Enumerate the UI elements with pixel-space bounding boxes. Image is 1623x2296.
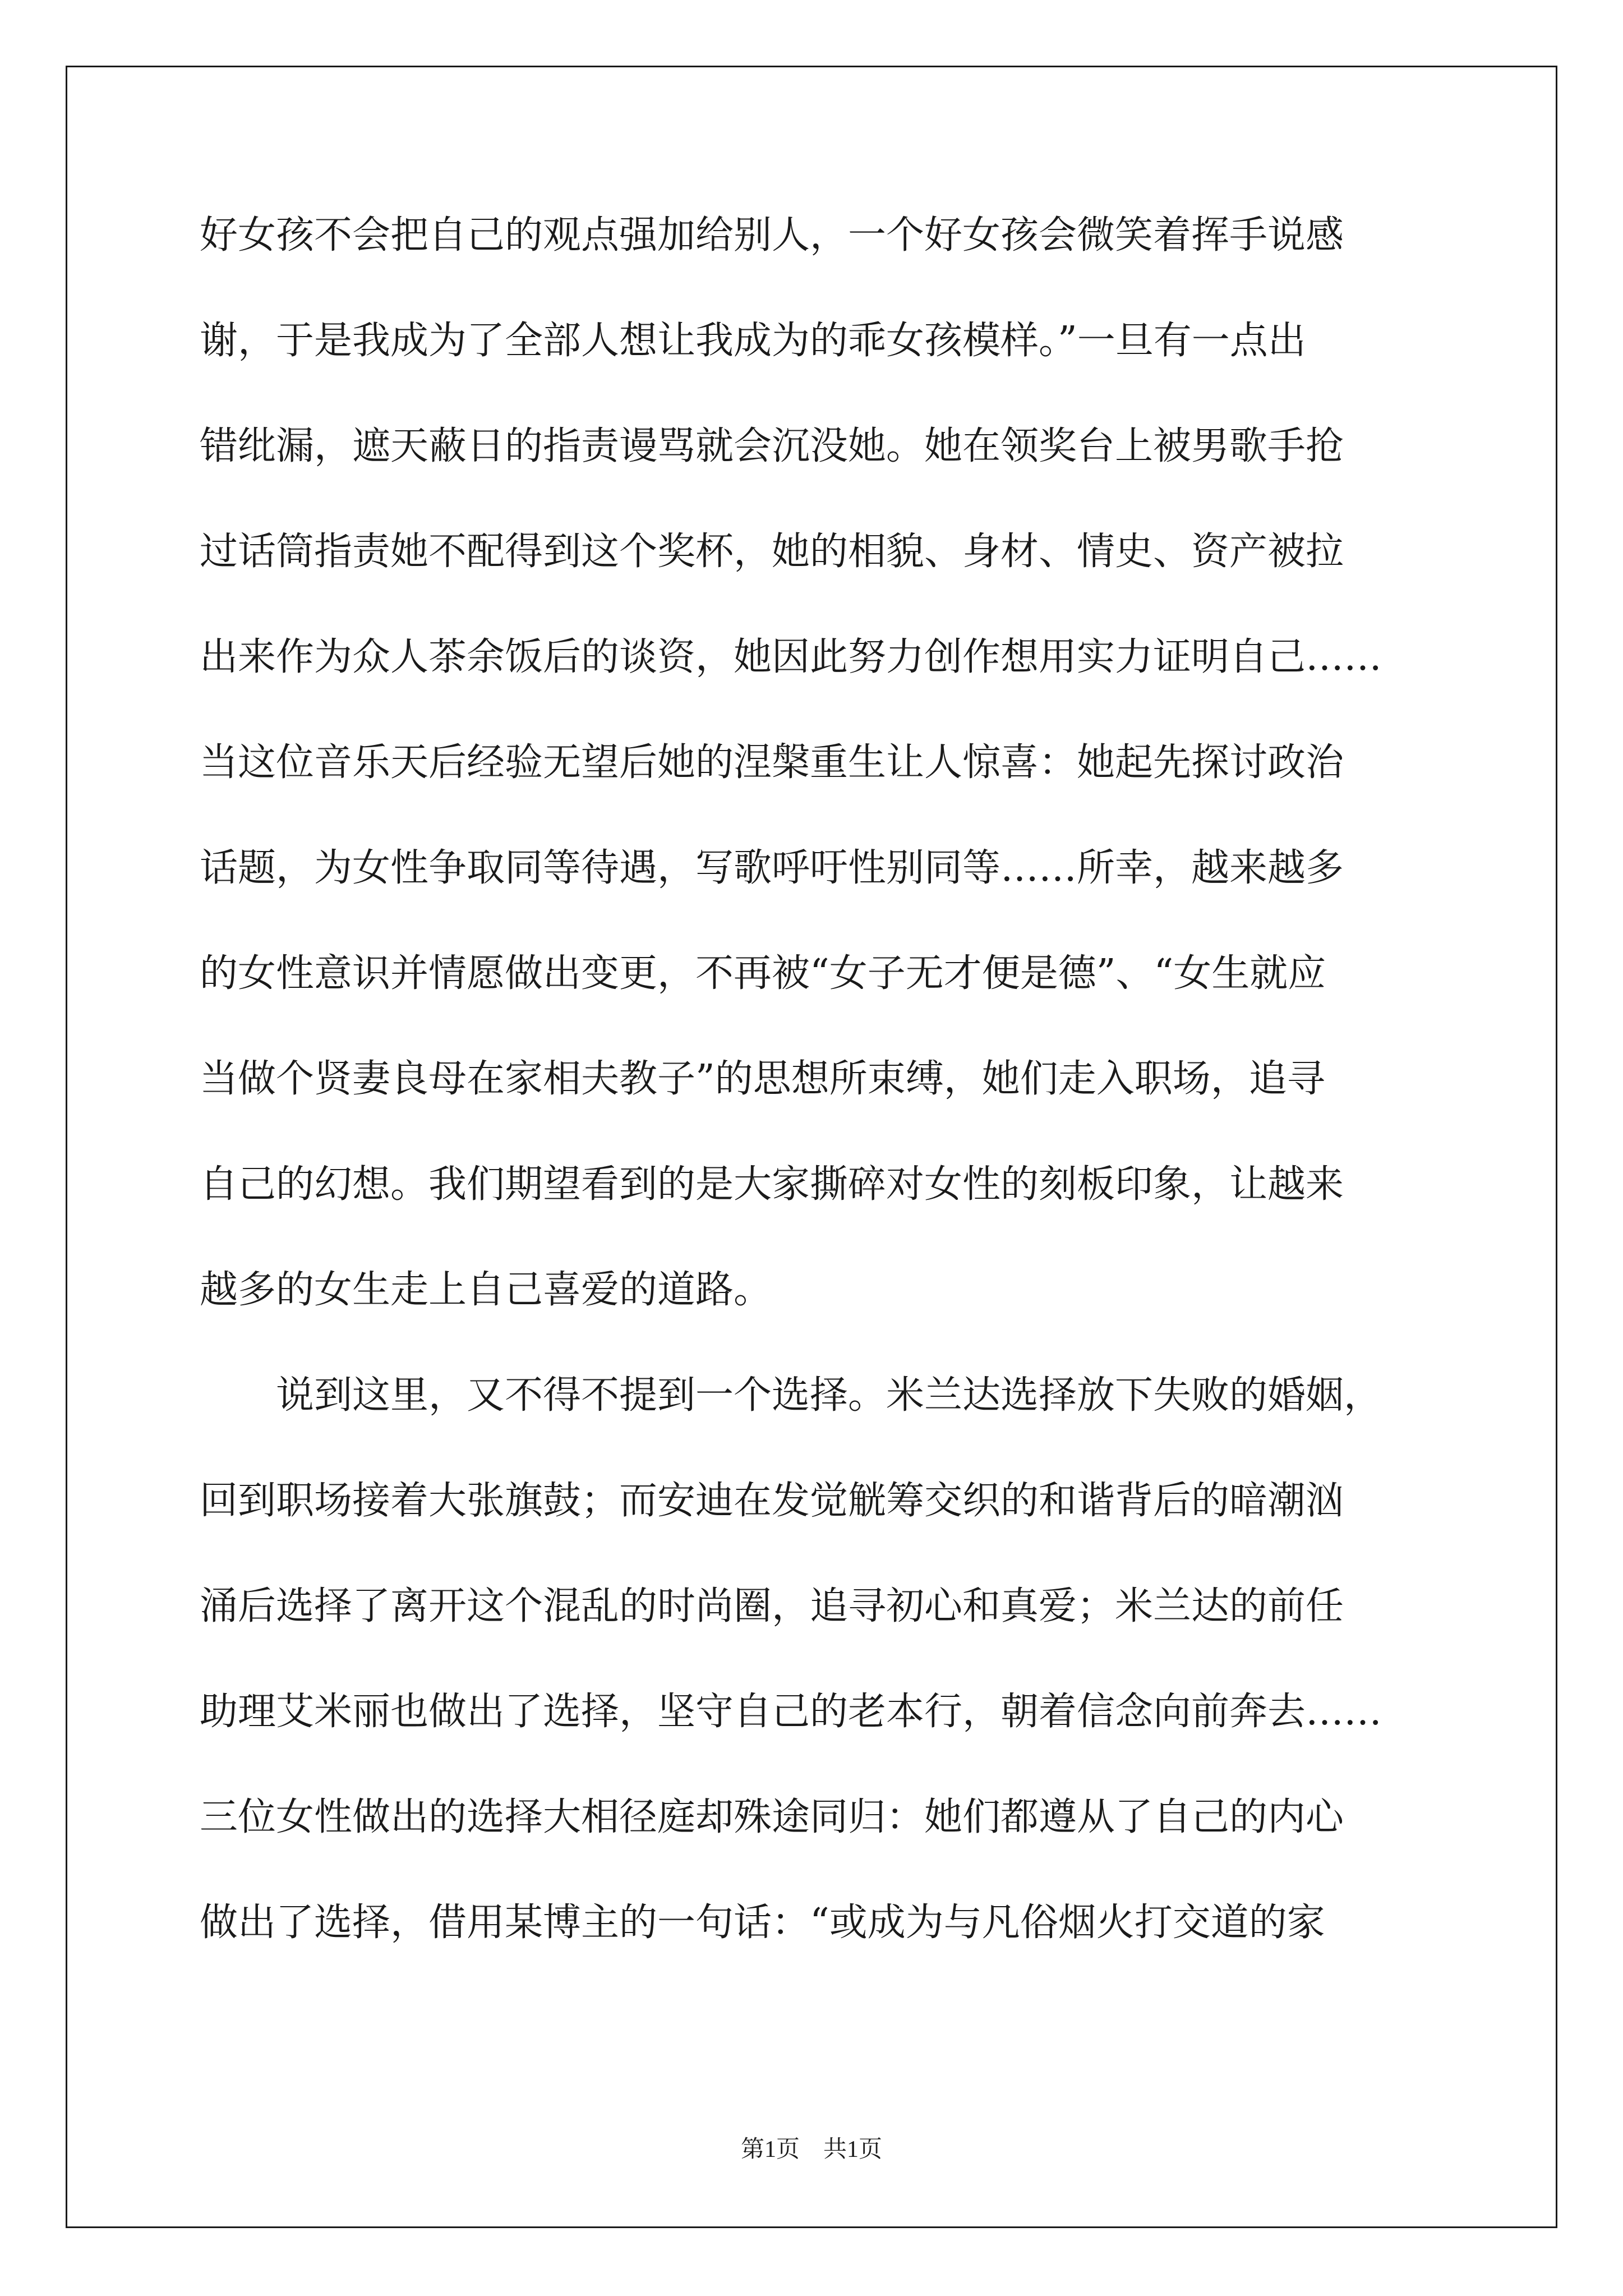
text-line: 回到职场接着大张旗鼓；而安迪在发觉觥筹交织的和谐背后的暗潮汹 [200,1479,1344,1523]
text-line: 过话筒指责她不配得到这个奖杯，她的相貌、身材、情史、资产被拉 [200,530,1344,574]
text-line: 好女孩不会把自己的观点强加给别人，一个好女孩会微笑着挥手说感 [200,213,1344,257]
text-line: 错纰漏，遮天蔽日的指责谩骂就会沉没她。她在领奖台上被男歌手抢 [200,424,1344,468]
body-text [200,202,1428,1995]
text-line: 三位女性做出的选择大相径庭却殊途同归：她们都遵从了自己的内心 [200,1795,1344,1839]
page-number-footer: 第1页 共1页 [740,2137,882,2162]
text-line: 的女性意识并情愿做出变更，不再被“女子无才便是德”、“女生就应 [200,951,1326,996]
text-line: 当做个贤妻良母在家相夫教子”的思想所束缚，她们走入职场，追寻 [200,1057,1325,1101]
text-line: 话题，为女性争取同等待遇，写歌呼吁性别同等……所幸，越来越多 [200,846,1344,890]
text-line: 涌后选择了离开这个混乱的时尚圈，追寻初心和真爱；米兰达的前任 [200,1584,1344,1628]
text-line: 谢，于是我成为了全部人想让我成为的乖女孩模样。”一旦有一点出 [200,319,1306,363]
text-line: 助理艾米丽也做出了选择，坚守自己的老本行，朝着信念向前奔去…… [200,1690,1382,1734]
text-line: 出来作为众人茶余饭后的谈资，她因此努力创作想用实力证明自己…… [200,635,1382,679]
paragraph-start-line: 说到这里，又不得不提到一个选择。米兰达选择放下失败的婚姻， [276,1373,1382,1418]
text-line: 当这位音乐天后经验无望后她的涅槃重生让人惊喜：她起先探讨政治 [200,740,1344,785]
text-line: 做出了选择，借用某博主的一句话：“或成为与凡俗烟火打交道的家 [200,1901,1325,1945]
text-line: 越多的女生走上自己喜爱的道路。 [200,1268,772,1312]
text-line: 自己的幻想。我们期望看到的是大家撕碎对女性的刻板印象，让越来 [200,1162,1344,1207]
